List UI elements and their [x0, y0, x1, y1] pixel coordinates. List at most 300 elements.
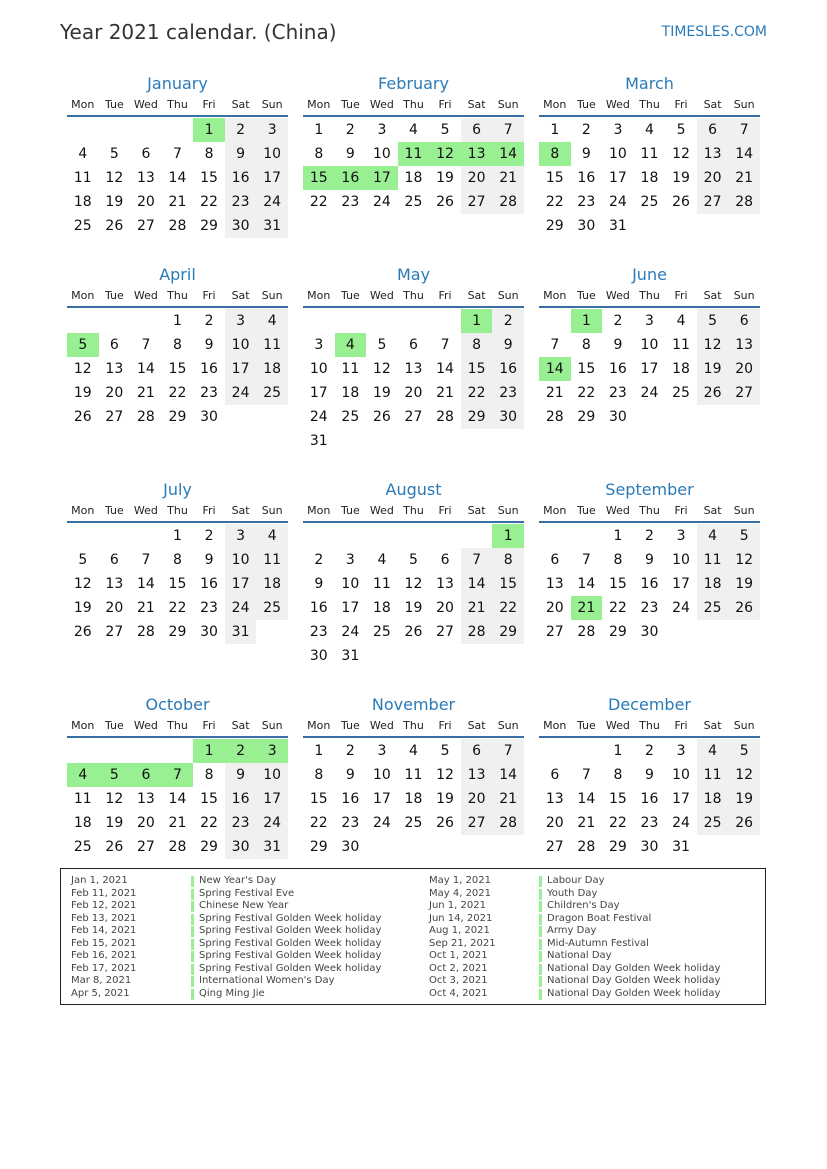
- month-september: [539, 479, 760, 668]
- day-cell: 4: [409, 122, 418, 138]
- day-cell: 17: [372, 791, 391, 807]
- holiday-name: National Day Golden Week holiday: [547, 975, 721, 986]
- day-cell: 10: [341, 576, 360, 592]
- day-cell: 22: [608, 815, 627, 831]
- day-cell: 6: [550, 767, 560, 783]
- day-cell: 25: [697, 811, 729, 835]
- weekday-label: Sat: [467, 719, 486, 732]
- day-cell: 4: [697, 739, 729, 763]
- month-name: February: [378, 74, 449, 93]
- day-cell: 26: [436, 194, 454, 210]
- weekday-label: Sat: [703, 98, 722, 111]
- day-cell: 19: [73, 600, 92, 616]
- empty-cell: [571, 739, 603, 763]
- holiday-date: Oct 4, 2021: [429, 987, 488, 999]
- weekday-label: Mon: [543, 98, 567, 111]
- weekday-header: [539, 501, 760, 523]
- day-cell: 6: [109, 552, 119, 568]
- day-cell: 28: [136, 409, 155, 425]
- day-cell: 16: [577, 170, 596, 186]
- month-name: May: [396, 265, 431, 284]
- day-cell: 1: [173, 313, 182, 329]
- day-cell: 20: [545, 815, 564, 831]
- month-june: [539, 264, 760, 453]
- day-cell: 3: [225, 309, 257, 333]
- day-cell: 16: [640, 576, 659, 592]
- holiday-day-cell: 5: [67, 333, 99, 357]
- day-cell: 8: [314, 767, 324, 783]
- day-cell: 21: [492, 166, 524, 190]
- day-cell: 1: [314, 743, 324, 759]
- weekday-label: Thu: [403, 289, 424, 302]
- holiday-marker: [539, 939, 542, 950]
- day-grid: [539, 118, 760, 238]
- holiday-date: Feb 15, 2021: [71, 937, 137, 949]
- holiday-marker: [539, 889, 542, 900]
- day-cell: 25: [672, 385, 690, 401]
- day-cell: 16: [341, 791, 360, 807]
- weekday-label: Fri: [438, 719, 452, 732]
- day-cell: 6: [141, 146, 151, 162]
- month-name: January: [147, 74, 208, 93]
- day-cell: 14: [136, 361, 155, 377]
- day-cell: 7: [492, 118, 524, 142]
- holiday-date: Oct 2, 2021: [429, 962, 488, 974]
- holiday-marker: [191, 951, 194, 962]
- holiday-date: Aug 1, 2021: [429, 925, 490, 936]
- weekday-header: [67, 501, 288, 523]
- day-cell: 13: [436, 576, 454, 592]
- weekday-label: Thu: [167, 719, 188, 732]
- holiday-name: Mid-Autumn Festival: [547, 937, 649, 949]
- weekday-label: Sun: [733, 504, 755, 517]
- day-cell: 5: [440, 122, 450, 138]
- day-cell: 31: [256, 835, 288, 859]
- month-november: [303, 694, 524, 859]
- day-cell: 23: [309, 624, 328, 640]
- day-cell: 11: [73, 791, 92, 807]
- empty-cell: [67, 524, 99, 548]
- holiday-marker: [539, 976, 542, 987]
- month-january: [67, 73, 288, 238]
- holiday-name: Spring Festival Golden Week holiday: [199, 937, 382, 949]
- day-cell: 27: [136, 218, 155, 234]
- weekday-label: Mon: [307, 719, 331, 732]
- day-cell: 9: [645, 552, 654, 568]
- weekday-label: Mon: [543, 504, 567, 517]
- holiday-date: Feb 13, 2021: [71, 912, 137, 924]
- day-cell: 9: [225, 763, 257, 787]
- day-cell: 18: [256, 357, 288, 381]
- day-cell: 29: [309, 839, 328, 855]
- day-cell: 24: [341, 624, 360, 640]
- holiday-name: Spring Festival Golden Week holiday: [199, 925, 382, 936]
- day-cell: 21: [728, 166, 760, 190]
- day-cell: 30: [225, 835, 257, 859]
- day-grid: [67, 309, 288, 429]
- day-cell: 15: [545, 170, 564, 186]
- day-cell: 19: [728, 572, 760, 596]
- holiday-name: Spring Festival Golden Week holiday: [199, 962, 382, 974]
- holiday-day-cell: 21: [571, 596, 603, 620]
- weekday-label: Thu: [167, 98, 188, 111]
- day-cell: 27: [545, 624, 564, 640]
- day-cell: 18: [640, 170, 659, 186]
- holiday-name: Youth Day: [547, 887, 598, 899]
- weekday-label: Wed: [605, 289, 630, 302]
- empty-cell: [67, 118, 99, 142]
- day-cell: 3: [377, 122, 387, 138]
- day-cell: 2: [345, 122, 355, 138]
- day-cell: 5: [409, 552, 418, 568]
- day-cell: 7: [550, 337, 560, 353]
- day-cell: 16: [492, 357, 524, 381]
- day-cell: 15: [200, 791, 218, 807]
- weekday-header: [67, 716, 288, 738]
- weekday-label: Fri: [674, 504, 688, 517]
- day-cell: 11: [697, 548, 729, 572]
- holiday-date: Feb 12, 2021: [71, 900, 137, 911]
- holiday-marker: [539, 951, 542, 962]
- day-cell: 10: [372, 767, 391, 783]
- day-cell: 18: [697, 787, 729, 811]
- day-cell: 25: [256, 381, 288, 405]
- weekday-label: Wed: [369, 98, 394, 111]
- day-cell: 1: [173, 528, 182, 544]
- day-cell: 10: [225, 548, 257, 572]
- day-cell: 22: [608, 600, 627, 616]
- empty-cell: [67, 739, 99, 763]
- day-cell: 26: [672, 194, 690, 210]
- day-cell: 13: [697, 142, 729, 166]
- day-cell: 4: [78, 146, 88, 162]
- day-cell: 9: [345, 767, 355, 783]
- day-grid: [303, 739, 524, 859]
- holiday-marker: [191, 914, 194, 925]
- day-cell: 29: [608, 839, 627, 855]
- day-cell: 24: [608, 194, 627, 210]
- holiday-date: Feb 16, 2021: [71, 950, 137, 961]
- weekday-label: Wed: [133, 98, 158, 111]
- day-grid: [67, 739, 288, 859]
- weekday-label: Tue: [576, 289, 596, 302]
- day-cell: 30: [492, 405, 524, 429]
- day-cell: 11: [73, 170, 92, 186]
- weekday-label: Sun: [733, 719, 755, 732]
- day-cell: 2: [492, 309, 524, 333]
- brand-link[interactable]: TIMESLES.COM: [661, 24, 767, 40]
- day-cell: 25: [404, 815, 423, 831]
- day-cell: 5: [377, 337, 387, 353]
- day-cell: 15: [168, 361, 187, 377]
- weekday-label: Fri: [202, 504, 216, 517]
- day-cell: 26: [697, 381, 729, 405]
- holiday-day-cell: 5: [99, 763, 131, 787]
- day-cell: 19: [697, 357, 729, 381]
- day-cell: 6: [728, 309, 760, 333]
- month-august: [303, 479, 524, 668]
- weekday-label: Fri: [674, 289, 688, 302]
- day-cell: 4: [697, 524, 729, 548]
- day-cell: 12: [73, 361, 92, 377]
- weekday-header: [303, 95, 524, 117]
- day-cell: 11: [640, 146, 659, 162]
- day-cell: 27: [105, 409, 124, 425]
- day-cell: 24: [256, 811, 288, 835]
- day-cell: 4: [256, 309, 288, 333]
- weekday-label: Wed: [133, 719, 158, 732]
- holiday-name: Labour Day: [547, 875, 605, 886]
- holiday-date: Jun 1, 2021: [429, 900, 486, 911]
- day-cell: 25: [256, 596, 288, 620]
- day-grid: [303, 524, 524, 668]
- weekday-label: Thu: [639, 98, 660, 111]
- holiday-day-cell: 3: [256, 739, 288, 763]
- empty-cell: [130, 118, 162, 142]
- day-cell: 8: [173, 337, 182, 353]
- holiday-day-cell: 1: [492, 524, 524, 548]
- day-cell: 22: [168, 385, 187, 401]
- holiday-name: New Year's Day: [199, 875, 277, 886]
- day-cell: 14: [492, 763, 524, 787]
- day-cell: 21: [577, 815, 596, 831]
- weekday-label: Tue: [104, 98, 124, 111]
- holiday-legend: [60, 868, 766, 1005]
- day-cell: 5: [697, 309, 729, 333]
- day-cell: 13: [404, 361, 423, 377]
- day-cell: 19: [372, 385, 391, 401]
- holiday-name: Spring Festival Eve: [199, 887, 295, 899]
- day-cell: 30: [200, 409, 218, 425]
- day-cell: 30: [341, 839, 360, 855]
- page-title: Year 2021 calendar. (China): [60, 20, 337, 44]
- day-cell: 31: [225, 620, 257, 644]
- day-cell: 17: [256, 166, 288, 190]
- day-cell: 19: [73, 385, 92, 401]
- holiday-day-cell: 16: [335, 166, 367, 190]
- weekday-label: Wed: [605, 504, 630, 517]
- weekday-label: Sun: [261, 289, 283, 302]
- empty-cell: [398, 309, 430, 333]
- holiday-day-cell: 8: [539, 142, 571, 166]
- holiday-name: National Day: [547, 950, 612, 961]
- day-cell: 20: [436, 600, 454, 616]
- weekday-label: Mon: [543, 289, 567, 302]
- weekday-label: Tue: [576, 98, 596, 111]
- day-cell: 2: [314, 552, 324, 568]
- month-name: October: [145, 695, 210, 714]
- day-cell: 26: [73, 409, 92, 425]
- empty-cell: [429, 309, 461, 333]
- day-cell: 20: [105, 600, 124, 616]
- day-cell: 17: [672, 791, 690, 807]
- day-cell: 20: [461, 787, 493, 811]
- weekday-header: [539, 716, 760, 738]
- holiday-marker: [191, 926, 194, 937]
- day-cell: 18: [697, 572, 729, 596]
- day-cell: 20: [461, 166, 493, 190]
- holiday-day-cell: 1: [193, 739, 225, 763]
- month-name: November: [371, 695, 456, 714]
- month-grid: [67, 73, 760, 859]
- holiday-date: May 1, 2021: [429, 875, 492, 886]
- weekday-header: [67, 95, 288, 117]
- day-cell: 16: [225, 166, 257, 190]
- day-cell: 26: [728, 596, 760, 620]
- day-cell: 19: [436, 170, 454, 186]
- day-cell: 15: [608, 791, 627, 807]
- day-cell: 16: [309, 600, 328, 616]
- day-cell: 24: [372, 194, 391, 210]
- weekday-label: Sun: [497, 719, 519, 732]
- day-cell: 6: [440, 552, 450, 568]
- weekday-label: Tue: [340, 504, 360, 517]
- day-cell: 29: [608, 624, 627, 640]
- day-cell: 11: [341, 361, 360, 377]
- day-cell: 3: [345, 552, 355, 568]
- weekday-label: Fri: [202, 719, 216, 732]
- holiday-day-cell: 7: [162, 763, 194, 787]
- day-cell: 8: [492, 548, 524, 572]
- day-cell: 15: [608, 576, 627, 592]
- weekday-label: Sat: [231, 719, 250, 732]
- day-cell: 2: [645, 528, 654, 544]
- day-cell: 14: [577, 791, 596, 807]
- day-cell: 25: [404, 194, 423, 210]
- day-cell: 20: [136, 194, 155, 210]
- day-grid: [67, 524, 288, 644]
- day-cell: 26: [436, 815, 454, 831]
- day-cell: 6: [109, 337, 119, 353]
- day-grid: [539, 739, 760, 859]
- holiday-marker: [191, 976, 194, 987]
- day-cell: 10: [672, 767, 690, 783]
- weekday-label: Wed: [605, 98, 630, 111]
- weekday-label: Sat: [231, 504, 250, 517]
- holiday-day-cell: 1: [461, 309, 493, 333]
- day-cell: 7: [461, 548, 493, 572]
- weekday-header: [539, 286, 760, 308]
- day-cell: 26: [404, 624, 423, 640]
- day-cell: 21: [136, 385, 155, 401]
- day-cell: 12: [436, 767, 454, 783]
- day-cell: 1: [550, 122, 560, 138]
- empty-cell: [99, 118, 131, 142]
- holiday-name: National Day Golden Week holiday: [547, 962, 721, 974]
- day-cell: 10: [225, 333, 257, 357]
- day-cell: 10: [372, 146, 391, 162]
- day-cell: 26: [105, 218, 124, 234]
- holiday-day-cell: 14: [539, 357, 571, 381]
- day-cell: 25: [640, 194, 659, 210]
- day-cell: 23: [225, 811, 257, 835]
- day-cell: 14: [168, 791, 187, 807]
- empty-cell: [366, 524, 398, 548]
- weekday-label: Tue: [104, 719, 124, 732]
- day-cell: 12: [728, 548, 760, 572]
- day-cell: 4: [409, 743, 418, 759]
- day-cell: 11: [256, 333, 288, 357]
- day-cell: 12: [105, 170, 124, 186]
- weekday-label: Fri: [438, 504, 452, 517]
- day-cell: 5: [109, 146, 119, 162]
- day-cell: 28: [728, 190, 760, 214]
- holiday-name: Dragon Boat Festival: [547, 912, 652, 924]
- day-cell: 12: [372, 361, 391, 377]
- day-cell: 2: [645, 743, 654, 759]
- day-cell: 22: [309, 194, 328, 210]
- day-cell: 18: [73, 194, 92, 210]
- holiday-day-cell: 13: [461, 142, 493, 166]
- holiday-date: Jan 1, 2021: [71, 875, 128, 886]
- day-cell: 21: [436, 385, 454, 401]
- holiday-day-cell: 17: [366, 166, 398, 190]
- day-cell: 22: [492, 596, 524, 620]
- day-cell: 11: [256, 548, 288, 572]
- holiday-name: Army Day: [547, 925, 597, 936]
- day-cell: 4: [377, 552, 387, 568]
- weekday-label: Thu: [167, 504, 188, 517]
- day-cell: 17: [640, 361, 659, 377]
- holiday-name: Children's Day: [547, 900, 620, 911]
- holiday-marker: [191, 939, 194, 950]
- weekday-label: Wed: [605, 719, 630, 732]
- day-cell: 29: [168, 624, 187, 640]
- day-cell: 22: [461, 381, 493, 405]
- weekday-label: Mon: [543, 719, 567, 732]
- day-cell: 11: [404, 767, 423, 783]
- day-cell: 2: [225, 118, 257, 142]
- day-cell: 18: [404, 791, 423, 807]
- empty-cell: [130, 739, 162, 763]
- day-cell: 29: [200, 839, 218, 855]
- weekday-label: Sun: [261, 504, 283, 517]
- holiday-marker: [539, 901, 542, 912]
- empty-cell: [162, 118, 194, 142]
- empty-cell: [130, 309, 162, 333]
- day-cell: 16: [608, 361, 627, 377]
- weekday-header: [303, 716, 524, 738]
- day-cell: 28: [545, 409, 564, 425]
- day-cell: 27: [404, 409, 423, 425]
- holiday-day-cell: 4: [67, 763, 99, 787]
- day-cell: 9: [225, 142, 257, 166]
- day-cell: 12: [728, 763, 760, 787]
- day-cell: 26: [73, 624, 92, 640]
- holiday-marker: [539, 914, 542, 925]
- day-cell: 30: [640, 624, 659, 640]
- day-cell: 15: [309, 791, 328, 807]
- day-cell: 27: [461, 811, 493, 835]
- empty-cell: [539, 739, 571, 763]
- month-name: June: [632, 265, 667, 284]
- day-cell: 18: [73, 815, 92, 831]
- day-cell: 7: [581, 767, 591, 783]
- day-cell: 9: [581, 146, 591, 162]
- weekday-label: Sat: [703, 289, 722, 302]
- day-cell: 19: [672, 170, 690, 186]
- holiday-marker: [539, 964, 542, 975]
- day-cell: 8: [204, 767, 214, 783]
- day-cell: 24: [225, 596, 257, 620]
- month-december: [539, 694, 760, 859]
- day-cell: 13: [105, 361, 124, 377]
- day-cell: 15: [200, 170, 218, 186]
- day-cell: 21: [168, 194, 187, 210]
- weekday-label: Sun: [733, 98, 755, 111]
- weekday-label: Sat: [467, 289, 486, 302]
- day-cell: 20: [545, 600, 564, 616]
